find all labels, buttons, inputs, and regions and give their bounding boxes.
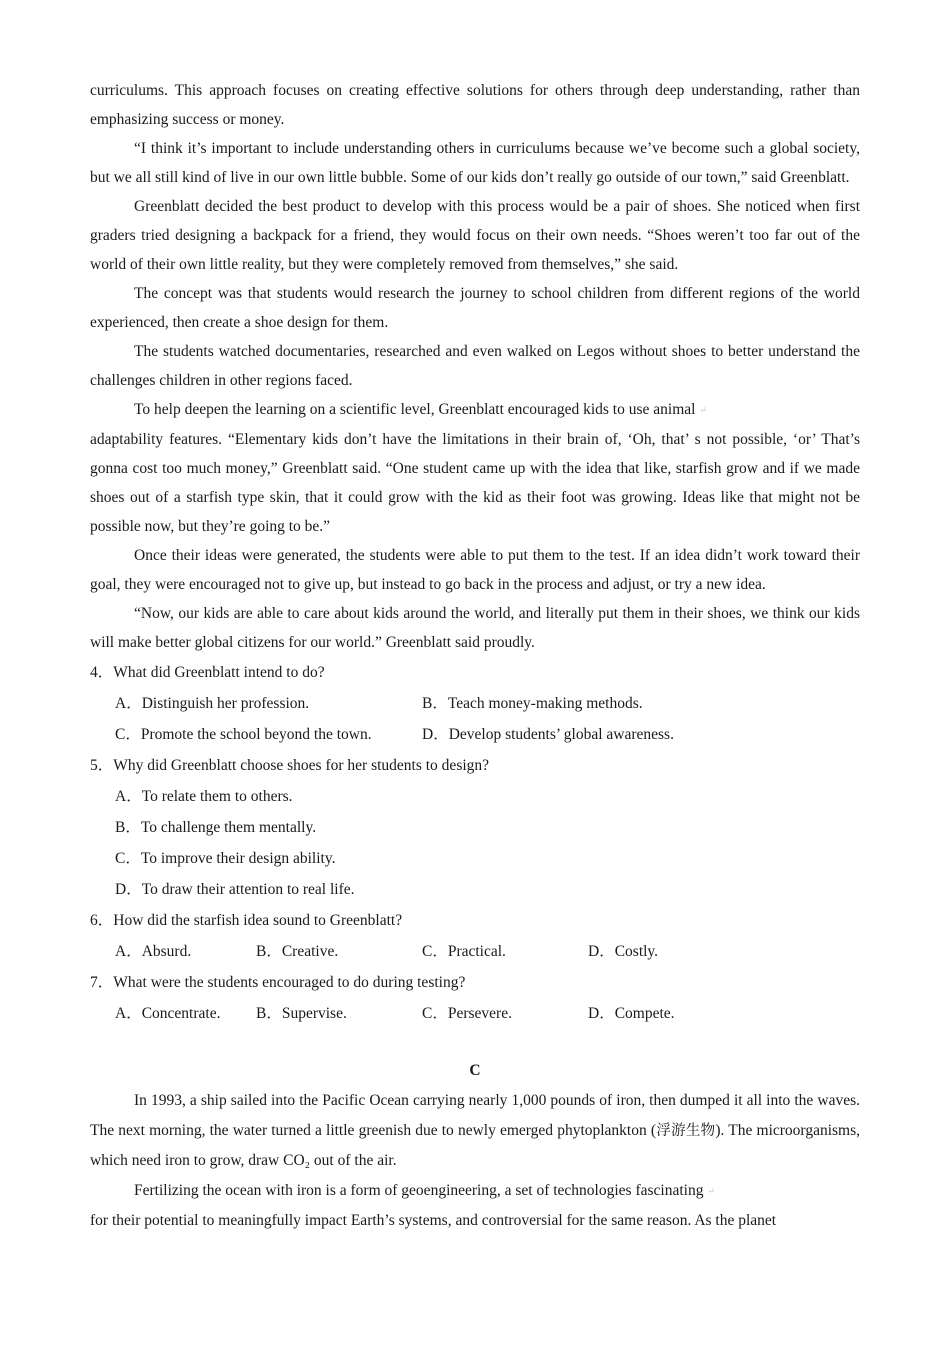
option-b[interactable]: B．Creative. bbox=[256, 942, 339, 960]
paragraph-line bbox=[90, 1176, 860, 1206]
option-a[interactable]: A．Absurd. bbox=[115, 942, 192, 960]
option-row bbox=[90, 719, 860, 750]
question-stem: 5．Why did Greenblatt choose shoes for her students to design? bbox=[90, 756, 490, 774]
option-b[interactable]: B．Teach money-making methods. bbox=[422, 694, 643, 712]
paragraph-line bbox=[90, 395, 860, 425]
option-a[interactable]: A．Distinguish her profession. bbox=[115, 694, 310, 712]
option-a[interactable]: A．To relate them to others. bbox=[115, 787, 293, 805]
paragraph: Greenblatt decided the best product to develop with this process would be a pair of shoes. She noticed when first graders tried designing a backpack for a friend, they would focus on their own needs. “Shoes weren’t too far out of the world of their own little reality, but they were completely removed from themselves,” she said. bbox=[90, 198, 860, 273]
option-c[interactable]: C．Practical. bbox=[422, 942, 506, 960]
document-page bbox=[90, 76, 860, 1235]
question-stem: 4．What did Greenblatt intend to do? bbox=[90, 663, 325, 681]
paragraph-mark-icon: ↵ bbox=[707, 1185, 715, 1196]
option-a[interactable]: A．Concentrate. bbox=[115, 1004, 221, 1022]
question-stem: 7．What were the students encouraged to do during testing? bbox=[90, 973, 466, 991]
option-row bbox=[90, 998, 860, 1029]
option-d[interactable]: D．Costly. bbox=[588, 942, 659, 960]
paragraph bbox=[90, 1086, 860, 1176]
paragraph: curriculums. This approach focuses on creating effective solutions for others through deep understanding, rather than emphasizing success or money. bbox=[90, 82, 860, 128]
paragraph-mark-icon: ↵ bbox=[699, 404, 707, 415]
paragraph: for their potential to meaningfully impact Earth’s systems, and controversial for the same reason. As the planet bbox=[90, 1211, 777, 1229]
paragraph: “Now, our kids are able to care about kids around the world, and literally put them in their shoes, we think our kids will make better global citizens for our world.” Greenblatt said proudly. bbox=[90, 604, 860, 651]
option-b[interactable]: B．To challenge them mentally. bbox=[115, 818, 317, 836]
paragraph-text: In 1993, a ship sailed into the Pacific Ocean carrying nearly 1,000 pounds of iron, then dumped it all into the waves. The next morning, the water turned a little greenish due to newly emerged phytoplankton ( bbox=[90, 1091, 860, 1139]
paragraph: The students watched documentaries, researched and even walked on Legos without shoes to better understand the challenges children in other regions faced. bbox=[90, 343, 860, 389]
option-c[interactable]: C．Persevere. bbox=[422, 1004, 512, 1022]
chinese-gloss: 浮游生物 bbox=[656, 1122, 716, 1139]
option-b[interactable]: B．Supervise. bbox=[256, 1004, 347, 1022]
section-title: C bbox=[469, 1061, 481, 1079]
paragraph: adaptability features. “Elementary kids don’t have the limitations in their brain of, ‘Oh, that’ s not possible, ‘or’ That’s gonna cost too much money,” Greenblatt said. “One student came up with the idea that like, starfish grow and if we made shoes out of a starfish type skin, that it could grow with the kid as their foot was growing. Ideas like that might not be possible now, but they’re going to be.” bbox=[90, 430, 860, 535]
option-c[interactable]: C．To improve their design ability. bbox=[115, 849, 336, 867]
paragraph-text: To help deepen the learning on a scientific level, Greenblatt encouraged kids to use animal bbox=[134, 401, 696, 418]
paragraph: “I think it’s important to include understanding others in curriculums because we’ve become such a global society, but we all still kind of live in our own little bubble. Some of our kids don’t really go outside of our town,” said Greenblatt. bbox=[90, 140, 860, 186]
paragraph-text: ). The microorganisms, which need iron to grow, draw CO₂ out of the air. bbox=[90, 1121, 860, 1169]
option-row bbox=[90, 688, 860, 719]
option-d[interactable]: D．Compete. bbox=[588, 1004, 675, 1022]
option-d[interactable]: D．Develop students’ global awareness. bbox=[422, 725, 674, 743]
paragraph-text: Fertilizing the ocean with iron is a form of geoengineering, a set of technologies fascinating bbox=[134, 1181, 704, 1199]
paragraph: The concept was that students would research the journey to school children from different regions of the world experienced, then create a shoe design for them. bbox=[90, 285, 860, 331]
option-row bbox=[90, 936, 860, 967]
option-c[interactable]: C．Promote the school beyond the town. bbox=[115, 725, 372, 743]
option-d[interactable]: D．To draw their attention to real life. bbox=[115, 880, 355, 898]
paragraph: Once their ideas were generated, the students were able to put them to the test. If an idea didn’t work toward their goal, they were encouraged not to give up, but instead to go back in the process and adjust, or try a new idea. bbox=[90, 546, 860, 593]
question-stem: 6．How did the starfish idea sound to Greenblatt? bbox=[90, 911, 403, 929]
